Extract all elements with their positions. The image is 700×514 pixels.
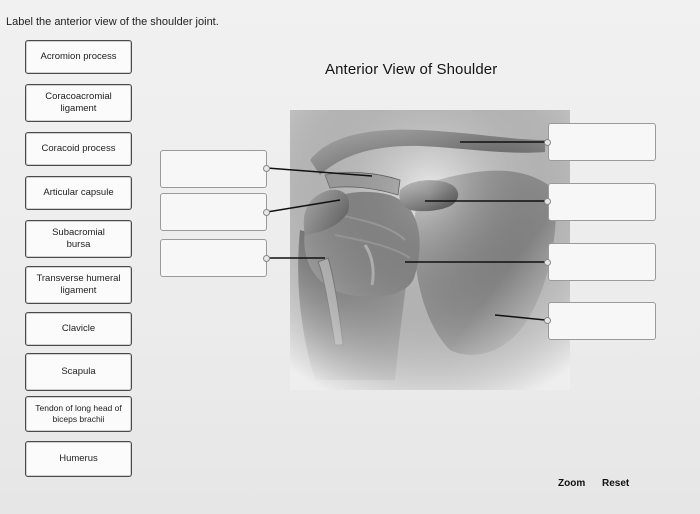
figure-title: Anterior View of Shoulder bbox=[325, 61, 498, 78]
anchor-point bbox=[263, 165, 270, 172]
drop-target-right-3[interactable] bbox=[548, 243, 656, 281]
zoom-button[interactable]: Zoom bbox=[558, 478, 586, 489]
drop-target-left-2[interactable] bbox=[160, 193, 267, 231]
anchor-point bbox=[544, 139, 551, 146]
label-tile-articular-capsule[interactable]: Articular capsule bbox=[25, 176, 132, 210]
label-tile-acromion-process[interactable]: Acromion process bbox=[25, 40, 132, 74]
label-tile-scapula[interactable]: Scapula bbox=[25, 353, 132, 391]
label-tile-subacromial-bursa[interactable]: Subacromial bursa bbox=[25, 220, 132, 258]
drop-target-left-1[interactable] bbox=[160, 150, 267, 188]
drop-target-left-3[interactable] bbox=[160, 239, 267, 277]
anchor-point bbox=[544, 198, 551, 205]
label-tile-coracoacromial-ligament[interactable]: Coracoacromial ligament bbox=[25, 84, 132, 122]
anchor-point bbox=[263, 209, 270, 216]
label-tile-clavicle[interactable]: Clavicle bbox=[25, 312, 132, 346]
drop-target-right-4[interactable] bbox=[548, 302, 656, 340]
instruction-text: Label the anterior view of the shoulder joint. bbox=[6, 16, 219, 28]
anchor-point bbox=[544, 317, 551, 324]
label-tile-coracoid-process[interactable]: Coracoid process bbox=[25, 132, 132, 166]
label-tile-humerus[interactable]: Humerus bbox=[25, 441, 132, 477]
reset-button[interactable]: Reset bbox=[602, 478, 630, 489]
drop-target-right-2[interactable] bbox=[548, 183, 656, 221]
anchor-point bbox=[544, 259, 551, 266]
drop-target-right-1[interactable] bbox=[548, 123, 656, 161]
label-tile-tendon-of-long-head-of-biceps-brachii[interactable]: Tendon of long head of biceps brachii bbox=[25, 396, 132, 432]
anchor-point bbox=[263, 255, 270, 262]
label-tile-transverse-humeral-ligament[interactable]: Transverse humeral ligament bbox=[25, 266, 132, 304]
